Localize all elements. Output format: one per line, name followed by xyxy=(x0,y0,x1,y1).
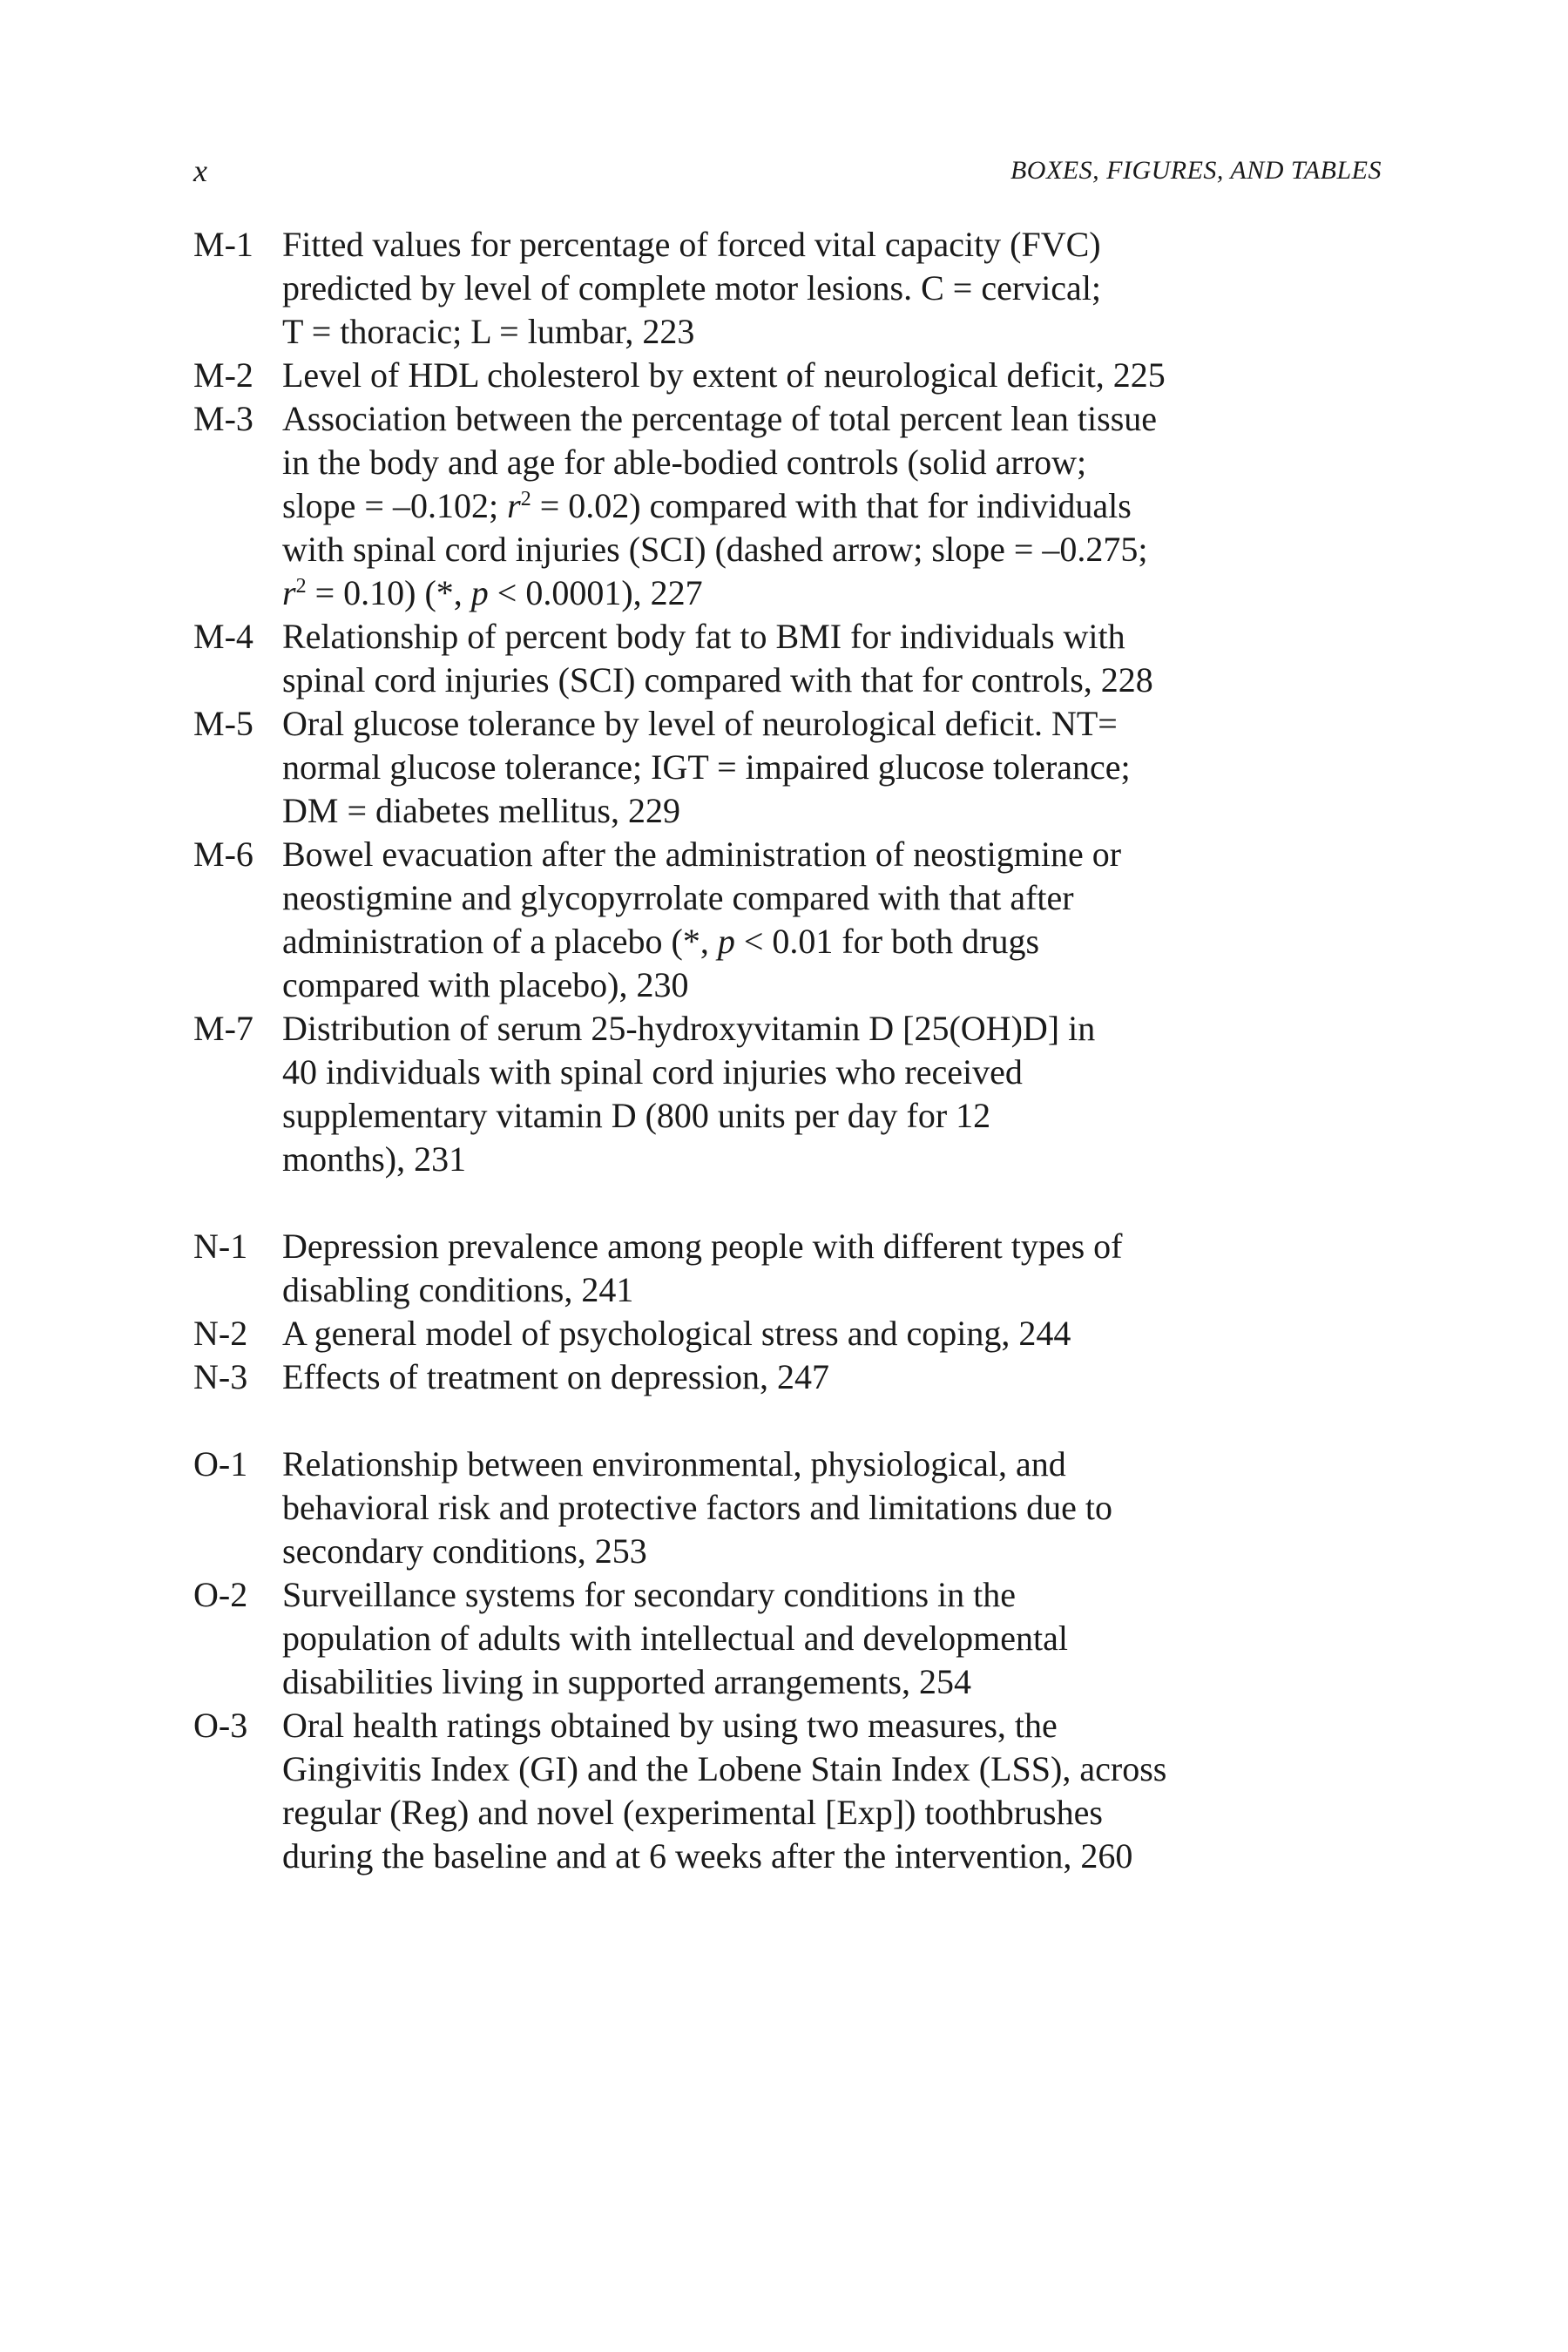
caption-line: A general model of psychological stress and coping, 244 xyxy=(282,1314,1071,1353)
figure-entry xyxy=(193,833,1382,1007)
figure-id: M-5 xyxy=(193,704,253,743)
caption-line: Depression prevalence among people with different types of xyxy=(282,1227,1123,1266)
figure-entry xyxy=(193,1704,1382,1878)
caption-line: supplementary vitamin D (800 units per day for 12 xyxy=(282,1096,991,1135)
figure-caption xyxy=(282,833,1382,1007)
caption-line: regular (Reg) and novel (experimental [Exp]) toothbrushes xyxy=(282,1793,1103,1832)
caption-line: Relationship of percent body fat to BMI for individuals with xyxy=(282,617,1125,656)
figure-id: M-4 xyxy=(193,617,253,656)
caption-line: secondary conditions, 253 xyxy=(282,1531,647,1571)
caption-line: predicted by level of complete motor lesions. C = cervical; xyxy=(282,268,1102,308)
caption-line: 40 individuals with spinal cord injuries who received xyxy=(282,1052,1023,1092)
figure-id: N-2 xyxy=(193,1314,248,1353)
caption-line: Oral health ratings obtained by using two measures, the xyxy=(282,1706,1058,1745)
figure-id: O-1 xyxy=(193,1444,248,1484)
figure-caption xyxy=(282,615,1382,702)
figure-group xyxy=(193,1443,1382,1878)
figure-entry xyxy=(193,702,1382,833)
figure-caption xyxy=(282,354,1382,397)
figure-entry xyxy=(193,223,1382,354)
figure-id: O-3 xyxy=(193,1706,248,1745)
figure-caption xyxy=(282,1355,1382,1399)
figure-caption xyxy=(282,1443,1382,1573)
caption-line: Effects of treatment on depression, 247 xyxy=(282,1357,829,1396)
caption-line: Level of HDL cholesterol by extent of neurological deficit, 225 xyxy=(282,355,1166,395)
caption-line: disabling conditions, 241 xyxy=(282,1270,634,1309)
caption-line: Fitted values for percentage of forced vital capacity (FVC) xyxy=(282,225,1101,264)
caption-line: DM = diabetes mellitus, 229 xyxy=(282,791,680,830)
caption-line: slope = –0.102; $r^2 = 0.02$) compared with that for individuals xyxy=(282,486,1132,525)
figure-entry xyxy=(193,1355,1382,1399)
caption-line: Relationship between environmental, physiological, and xyxy=(282,1444,1066,1484)
page-number: x xyxy=(193,153,207,188)
caption-line: Bowel evacuation after the administration of neostigmine or xyxy=(282,835,1122,874)
caption-line: Gingivitis Index (GI) and the Lobene Stain Index (LSS), across xyxy=(282,1749,1167,1788)
figure-entry xyxy=(193,1225,1382,1312)
figure-entry xyxy=(193,1312,1382,1355)
figure-group xyxy=(193,1225,1382,1399)
caption-line: Association between the percentage of total percent lean tissue xyxy=(282,399,1158,438)
figure-id: M-3 xyxy=(193,399,253,438)
page-header xyxy=(193,145,1382,197)
figure-id: N-1 xyxy=(193,1227,248,1266)
figure-id: M-2 xyxy=(193,355,253,395)
caption-line: spinal cord injuries (SCI) compared with that for controls, 228 xyxy=(282,660,1153,700)
figure-entry xyxy=(193,615,1382,702)
figure-entry xyxy=(193,1573,1382,1704)
caption-line: $r^2 = 0.10$) (*, p < 0.0001), 227 xyxy=(282,573,703,612)
figure-group xyxy=(193,223,1382,1181)
caption-line: in the body and age for able-bodied controls (solid arrow; xyxy=(282,443,1087,482)
caption-line: compared with placebo), 230 xyxy=(282,965,689,1004)
caption-line: months), 231 xyxy=(282,1139,467,1179)
figure-entry xyxy=(193,397,1382,615)
caption-line: neostigmine and glycopyrrolate compared with that after xyxy=(282,878,1074,917)
caption-line: Distribution of serum 25-hydroxyvitamin D [25(OH)D] in xyxy=(282,1009,1096,1048)
running-head: BOXES, FIGURES, AND TABLES xyxy=(1010,156,1382,185)
figure-id: N-3 xyxy=(193,1357,248,1396)
figure-id: M-7 xyxy=(193,1009,253,1048)
figure-caption xyxy=(282,1007,1382,1181)
figure-caption xyxy=(282,1573,1382,1704)
caption-line: administration of a placebo (*, p < 0.01 for both drugs xyxy=(282,922,1040,961)
figure-caption xyxy=(282,223,1382,354)
figure-entry xyxy=(193,1443,1382,1573)
caption-line: population of adults with intellectual and developmental xyxy=(282,1619,1068,1658)
caption-line: Oral glucose tolerance by level of neurological deficit. NT= xyxy=(282,704,1118,743)
caption-line: disabilities living in supported arrangements, 254 xyxy=(282,1662,971,1701)
figure-caption xyxy=(282,1312,1382,1355)
figure-id: O-2 xyxy=(193,1575,248,1614)
caption-line: normal glucose tolerance; IGT = impaired glucose tolerance; xyxy=(282,747,1131,787)
figure-caption xyxy=(282,1225,1382,1312)
caption-line: behavioral risk and protective factors and limitations due to xyxy=(282,1488,1113,1527)
figure-entry xyxy=(193,1007,1382,1181)
figure-list xyxy=(193,223,1382,1878)
caption-line: with spinal cord injuries (SCI) (dashed arrow; slope = –0.275; xyxy=(282,530,1148,569)
figure-caption xyxy=(282,1704,1382,1878)
figure-entry xyxy=(193,354,1382,397)
figure-id: M-1 xyxy=(193,225,253,264)
caption-line: Surveillance systems for secondary conditions in the xyxy=(282,1575,1017,1614)
caption-line: during the baseline and at 6 weeks after the intervention, 260 xyxy=(282,1836,1133,1876)
figure-caption xyxy=(282,397,1382,615)
caption-line: T = thoracic; L = lumbar, 223 xyxy=(282,312,695,351)
figure-id: M-6 xyxy=(193,835,253,874)
figure-caption xyxy=(282,702,1382,833)
